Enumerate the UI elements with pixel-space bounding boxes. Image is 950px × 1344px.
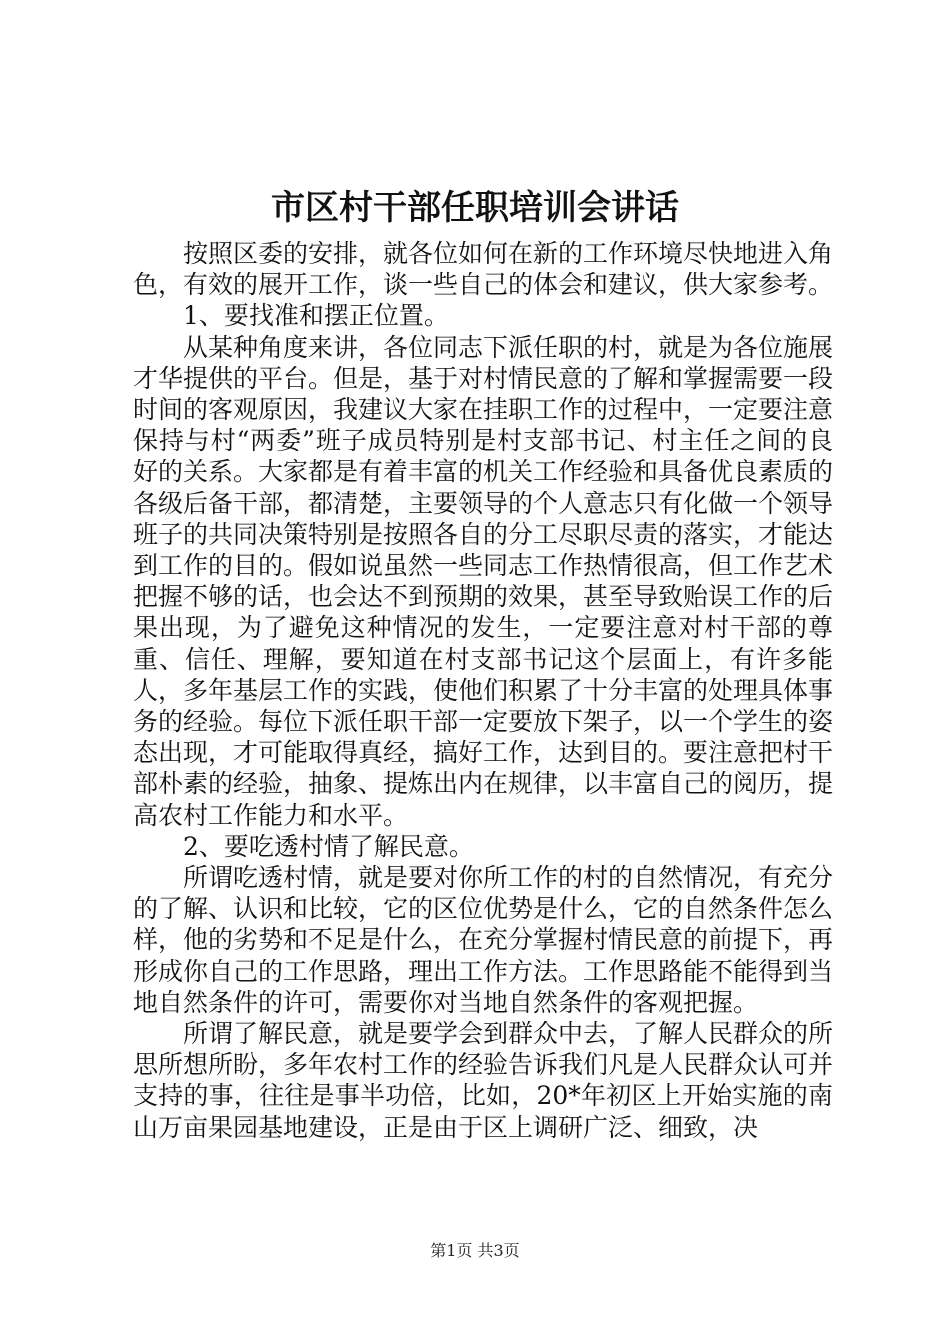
paragraph-public-opinion: 所谓了解民意，就是要学会到群众中去，了解人民群众的所思所想所盼，多年农村工作的经验告诉我们凡是人民群众认可并支持的事，往往是事半功倍，比如，20*年初区上开始实施的南山万亩果园基地建设，正是由于区上调研广泛、细致，决: [133, 1019, 834, 1142]
paragraph-village-situation: 所谓吃透村情，就是要对你所工作的村的自然情况，有充分的了解、认识和比较，它的区位优势是什么，它的自然条件怎么样，他的劣势和不足是什么，在充分掌握村情民意的前提下，再形成你自己的工作思路，理出工作方法。工作思路能不能得到当地自然条件的许可，需要你对当地自然条件的客观把握。: [133, 863, 834, 1017]
paragraph-intro: 按照区委的安排，就各位如何在新的工作环境尽快地进入角色，有效的展开工作，谈一些自己的体会和建议，供大家参考。: [133, 239, 834, 300]
paragraph-position: 从某种角度来讲，各位同志下派任职的村，就是为各位施展才华提供的平台。但是，基于对村情民意的了解和掌握需要一段时间的客观原因，我建议大家在挂职工作的过程中，一定要注意保持与村“两委”班子成员特别是村支部书记、村主任之间的良好的关系。大家都是有着丰富的机关工作经验和具备优良素质的各级后备干部，都清楚，主要领导的个人意志只有化做一个领导班子的共同决策特别是按照各自的分工尽职尽责的落实，才能达到工作的目的。假如说虽然一些同志工作热情很高，但工作艺术把握不够的话，也会达不到预期的效果，甚至导致贻误工作的后果出现，为了避免这种情况的发生，一定要注意对村干部的尊重、信任、理解，要知道在村支部书记这个层面上，有许多能人，多年基层工作的实践，使他们积累了十分丰富的处理具体事务的经验。每位下派任职干部一定要放下架子，以一个学生的姿态出现，才可能取得真经，搞好工作，达到目的。要注意把村干部朴素的经验，抽象、提炼出内在规律，以丰富自己的阅历，提高农村工作能力和水平。: [133, 332, 834, 830]
document-title: 市区村干部任职培训会讲话: [271, 188, 679, 228]
section-heading-2: 2、要吃透村情了解民意。: [183, 831, 474, 861]
section-heading-1: 1、要找准和摆正位置。: [183, 301, 449, 331]
document-body: [133, 238, 833, 1143]
page-footer: 第1页 共3页: [430, 1241, 520, 1260]
